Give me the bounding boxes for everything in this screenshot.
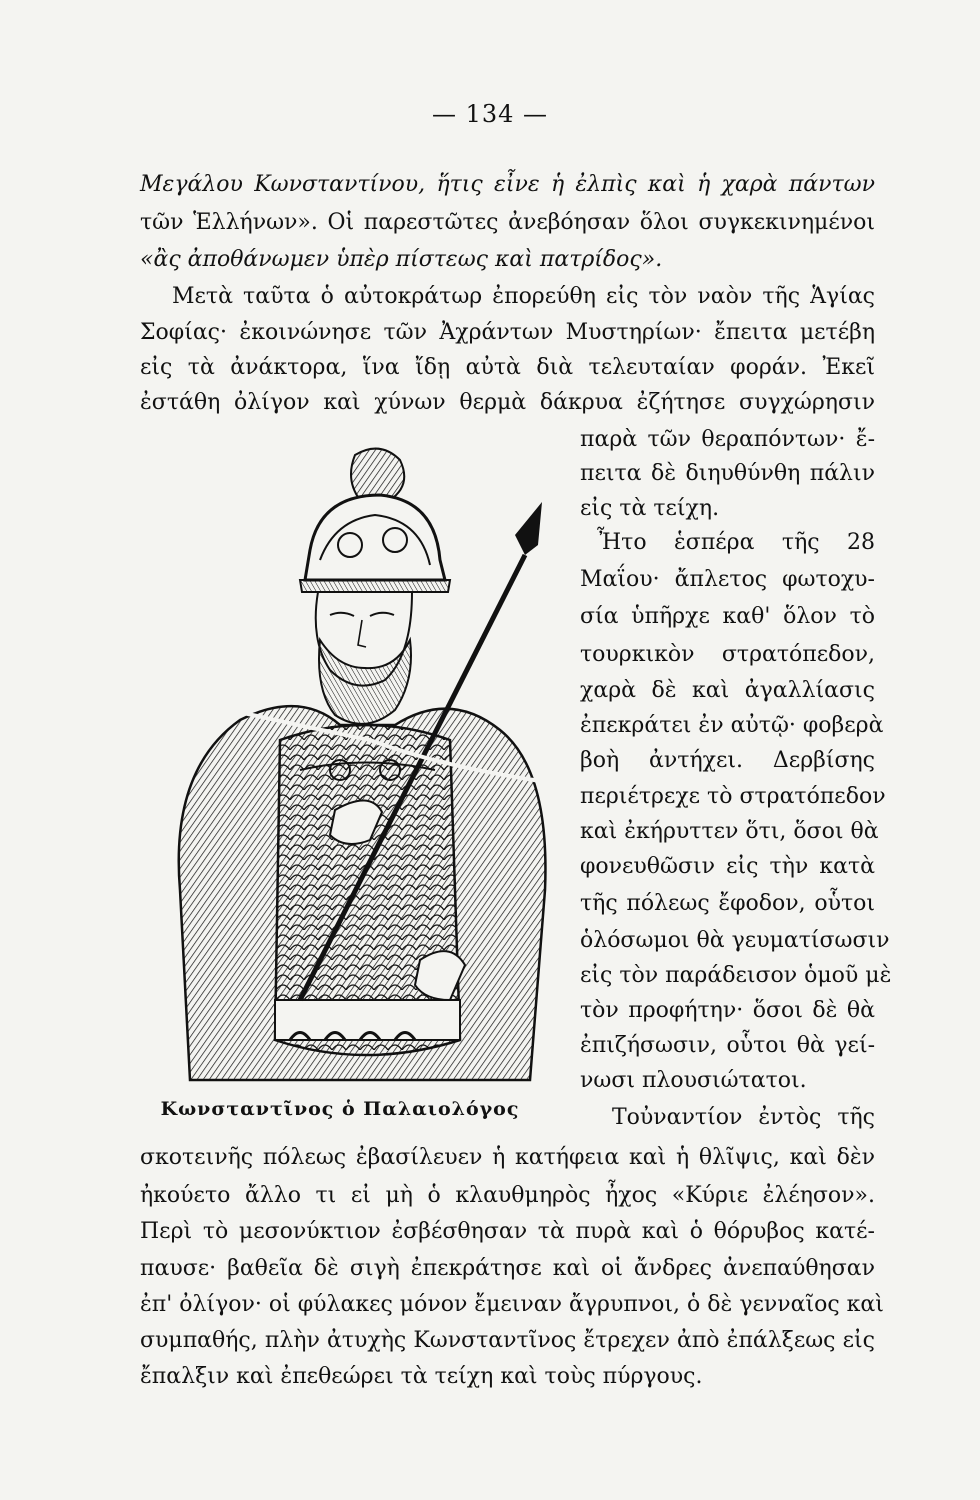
side-text-line: ὁλόσωμοι θὰ γευματίσωσιν [580,928,890,953]
portrait-caption: Κωνσταντῖνος ὁ Παλαιολόγος [160,1098,520,1120]
side-text-line: βοὴ ἀντήχει. Δερβίσης [580,748,875,773]
side-text-line: σία ὑπῆρχε καθ' ὅλον τὸ [580,604,875,629]
side-text-line: τουρκικὸν στρατόπεδον, [580,642,875,667]
side-text-line: παρὰ τῶν θεραπόντων· ἔ- [580,427,875,452]
text-line: Περὶ τὸ μεσονύκτιον ἐσβέσθησαν τὰ πυρὰ καὶ ὁ θόρυβος κατέ- [140,1219,875,1244]
text-line: ἐστάθη ὀλίγον καὶ χύνων θερμὰ δάκρυα ἐζήτησε συγχώρησιν [140,390,875,415]
text-line: Μεγάλου Κωνσταντίνου, ἥτις εἶνε ἡ ἐλπὶς καὶ ἡ χαρὰ πάντων [140,172,875,197]
side-text-line: πειτα δὲ διηυθύνθη πάλιν [580,461,875,486]
text-line: ἔπαλξιν καὶ ἐπεθεώρει τὰ τείχη καὶ τοὺς πύργους. [140,1364,703,1389]
text-line: «ἂς ἀποθάνωμεν ὑπὲρ πίστεως καὶ πατρίδος». [140,247,663,272]
side-text-line: Μαΐου· ἄπλετος φωτοχυ- [580,567,875,592]
text-line: παυσε· βαθεῖα δὲ σιγὴ ἐπεκράτησε καὶ οἱ ἄνδρες ἀνεπαύθησαν [140,1256,875,1281]
text-line: εἰς τὰ ἀνάκτορα, ἵνα ἴδῃ αὐτὰ διὰ τελευταίαν φοράν. Ἐκεῖ [140,355,875,380]
text-line: τῶν Ἑλλήνων». Οἱ παρεστῶτες ἀνεβόησαν ὅλοι συγκεκινημένοι [140,210,875,235]
side-text-line: καὶ ἐκήρυττεν ὅτι, ὅσοι θὰ [580,819,879,844]
text-line: Μετὰ ταῦτα ὁ αὐτοκράτωρ ἐπορεύθη εἰς τὸν ναὸν τῆς Ἁγίας [172,284,875,309]
side-text-line: εἰς τὸν παράδεισον ὁμοῦ μὲ [580,963,892,988]
side-text-line: τὸν προφήτην· ὅσοι δὲ θὰ [580,998,875,1023]
portrait-engraving [150,440,570,1090]
side-text-line: ἐπιζήσωσιν, οὗτοι θὰ γεί- [580,1033,875,1058]
side-text-line: νωσι πλουσιώτατοι. [580,1068,807,1093]
text-line: σκοτεινῆς πόλεως ἐβασίλευεν ἡ κατήφεια καὶ ἡ θλῖψις, καὶ δὲν [140,1145,875,1170]
text-line: ἠκούετο ἄλλο τι εἰ μὴ ὁ κλαυθμηρὸς ἦχος «Κύριε ἐλέησον». [140,1183,875,1208]
side-text-line: τῆς πόλεως ἔφοδον, οὗτοι [580,891,875,916]
page-number: — 134 — [431,100,549,128]
side-text-line: χαρὰ δὲ καὶ ἀγαλλίασις [580,678,875,703]
side-text-line: φονευθῶσιν εἰς τὴν κατὰ [580,854,875,879]
side-text-line: Τοὐναντίον ἐντὸς τῆς [612,1105,875,1130]
side-text-line: Ἦτο ἑσπέρα τῆς 28 [597,530,875,555]
side-text-line: περιέτρεχε τὸ στρατόπεδον [580,784,886,809]
side-text-line: εἰς τὰ τείχη. [580,496,720,521]
side-text-line: ἐπεκράτει ἐν αὐτῷ· φοβερὰ [580,713,884,738]
text-line: ἐπ' ὀλίγον· οἱ φύλακες μόνον ἔμειναν ἄγρυπνοι, ὁ δὲ γενναῖος καὶ [140,1292,884,1317]
text-line: συμπαθής, πλὴν ἀτυχὴς Κωνσταντῖνος ἔτρεχεν ἀπὸ ἐπάλξεως εἰς [140,1328,875,1353]
text-line: Σοφίας· ἐκοινώνησε τῶν Ἀχράντων Μυστηρίων· ἔπειτα μετέβη [140,320,875,345]
